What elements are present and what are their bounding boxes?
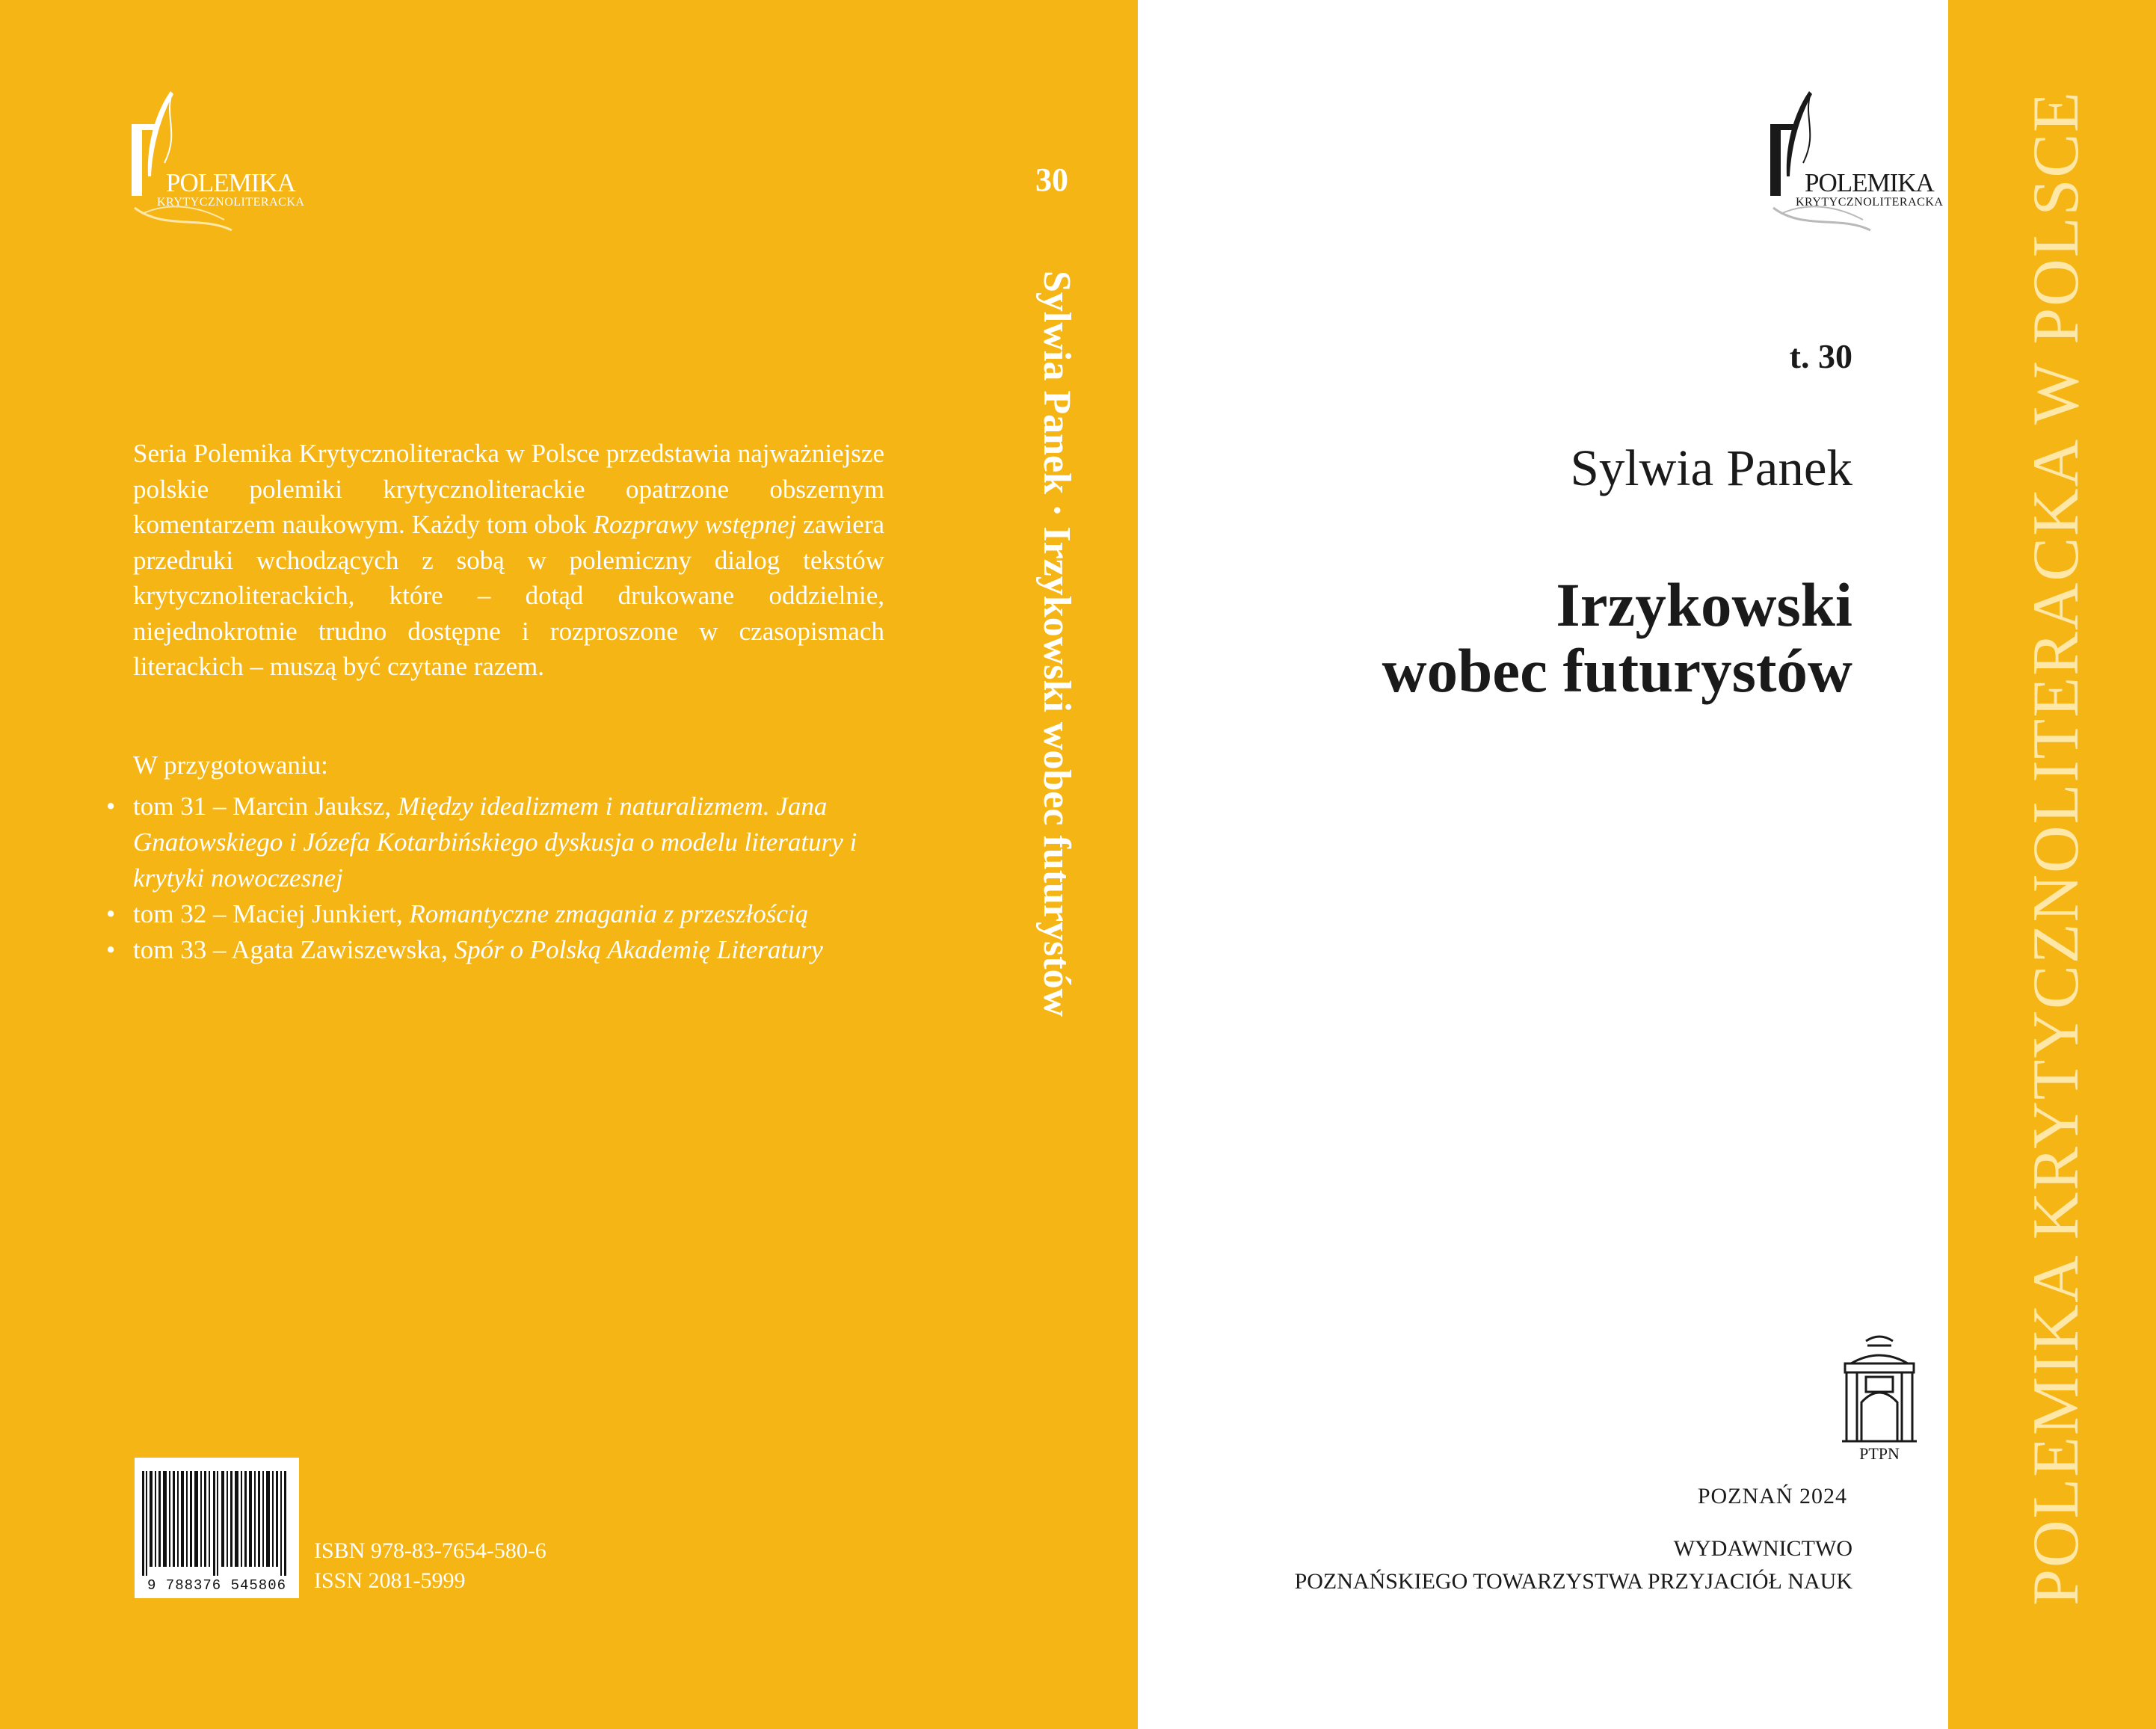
spine-volume-number: 30 (1035, 161, 1068, 198)
ptpn-label: PTPN (1859, 1444, 1900, 1463)
isbn-number: ISBN 978-83-7654-580-6 (314, 1538, 546, 1563)
quill-feather-icon (112, 88, 292, 238)
publisher-line-1: WYDAWNICTWO (1673, 1536, 1852, 1561)
list-item: • tom 32 – Maciej Junkiert, Romantyczne zmagania z przeszłością (106, 896, 891, 932)
logo-subtitle: KRYTYCZNOLITERACKA (157, 196, 305, 209)
series-description: Seria Polemika Krytycznoliteracka w Polsce przedstawia najważniejsze polskie polemiki krytycznoliterackie opatrzone obszernym komentarzem naukowym. Każdy tom obok Rozprawy wstępnej zawiera przedruki wchodzących z sobą w polemiczny dialog tekstów krytycznoliterackich, które – dotąd drukowane oddzielnie, niejednokrotnie trudno dostępne i rozproszone w czasopismach literackich – muszą być czytane razem. (133, 439, 885, 681)
ptpn-gate-icon (1836, 1331, 1923, 1464)
isbn-block (314, 1536, 546, 1596)
spine-title: Sylwia Panek · Irzykowski wobec futurystów (1035, 271, 1078, 1017)
in-preparation-list (106, 789, 891, 968)
volume-number: t. 30 (1789, 337, 1852, 375)
place-and-year: POZNAŃ 2024 (1697, 1484, 1847, 1508)
book-title-line-1: Irzykowski (1556, 570, 1852, 639)
barcode-bars (141, 1471, 293, 1576)
series-logo (112, 88, 305, 238)
front-cover (1138, 0, 1948, 1729)
isbn-barcode (135, 1458, 299, 1598)
publisher-line-2: POZNAŃSKIEGO TOWARZYSTWA PRZYJACIÓŁ NAUK (1294, 1569, 1852, 1594)
logo-word: POLEMIKA (166, 168, 295, 197)
series-name-vertical: POLEMIKA KRYTYCZNOLITERACKA W POLSCE (2020, 90, 2092, 1606)
list-item: • tom 31 – Marcin Jauksz, Między idealizmem i naturalizmem. Jana Gnatowskiego i Józefa Kotarbińskiego dyskusja o modelu literatury i krytyki nowoczesnej (106, 789, 891, 896)
issn-number: ISSN 2081-5999 (314, 1568, 466, 1593)
book-title (1382, 572, 1852, 703)
series-logo (1751, 88, 1944, 238)
in-preparation-heading: W przygotowaniu: (133, 751, 328, 780)
list-item: • tom 33 – Agata Zawiszewska, Spór o Polską Akademię Literatury (106, 932, 891, 968)
author-name: Sylwia Panek (1570, 440, 1852, 496)
book-title-line-2: wobec futurystów (1382, 636, 1852, 705)
logo-subtitle: KRYTYCZNOLITERACKA (1796, 196, 1944, 209)
publisher (1295, 1532, 1852, 1598)
quill-feather-icon (1751, 88, 1930, 238)
logo-word: POLEMIKA (1805, 168, 1934, 197)
barcode-digits: 9 788376 545806 (147, 1577, 287, 1594)
